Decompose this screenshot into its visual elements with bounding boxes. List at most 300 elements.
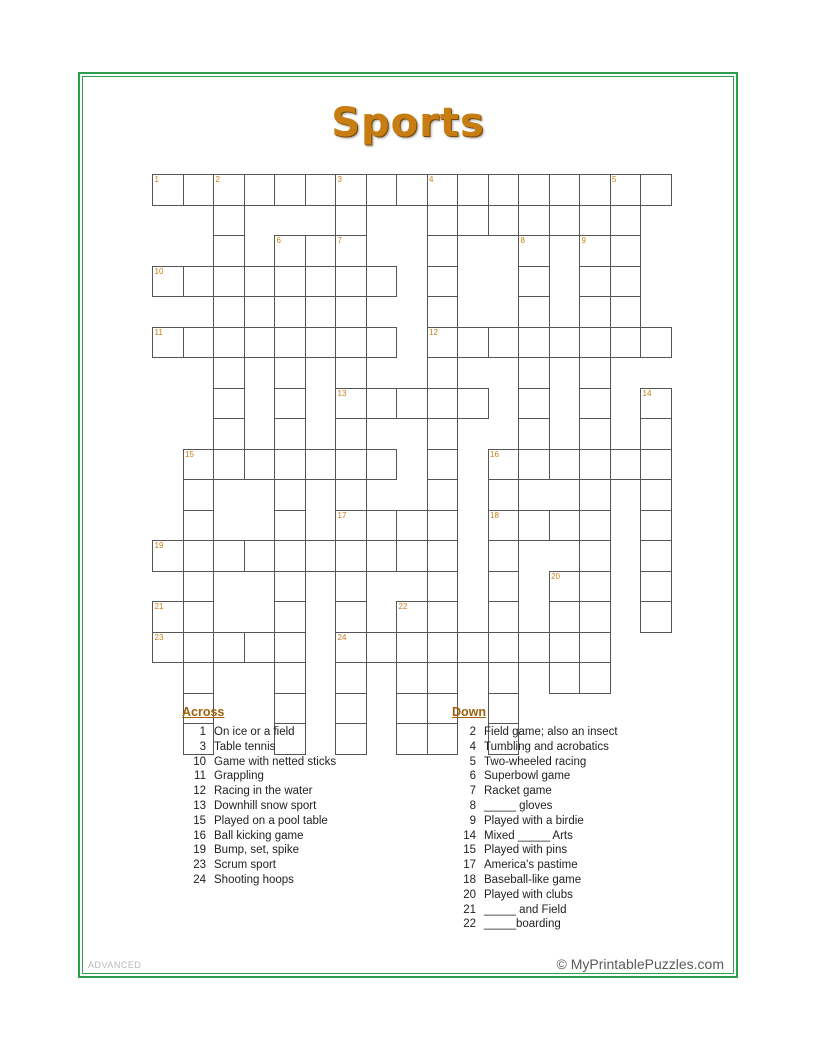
grid-cell[interactable] [458, 327, 489, 358]
grid-cell[interactable] [427, 297, 458, 328]
grid-cell[interactable] [366, 632, 397, 663]
grid-cell[interactable] [214, 419, 245, 450]
grid-cell[interactable] [549, 327, 580, 358]
grid-cell-empty [458, 541, 489, 572]
grid-cell[interactable] [275, 632, 306, 663]
grid-cell-empty [458, 602, 489, 633]
grid-cell[interactable] [305, 541, 336, 572]
grid-cell[interactable] [580, 266, 611, 297]
grid-cell-empty [458, 358, 489, 389]
clue-number: 12 [193, 785, 206, 798]
grid-cell[interactable] [275, 327, 306, 358]
grid-cell-empty [641, 205, 672, 236]
grid-cell[interactable] [549, 510, 580, 541]
grid-cell-number: 3 [337, 175, 342, 184]
grid-cell[interactable] [488, 327, 519, 358]
grid-cell[interactable] [336, 266, 367, 297]
grid-cell[interactable] [427, 602, 458, 633]
grid-cell-empty [610, 571, 641, 602]
grid-cell[interactable] [549, 571, 580, 602]
clue-number: 7 [469, 785, 476, 798]
grid-cell[interactable] [519, 175, 550, 206]
grid-cell[interactable] [275, 297, 306, 328]
grid-cell[interactable] [519, 236, 550, 267]
grid-cell-empty [641, 358, 672, 389]
clue-number: 3 [199, 740, 206, 753]
grid-cell-empty [488, 236, 519, 267]
grid-cell-empty [366, 663, 397, 694]
grid-cell[interactable] [427, 419, 458, 450]
grid-cell[interactable] [580, 205, 611, 236]
clue-text: Bump, set, spike [214, 844, 300, 857]
grid-cell[interactable] [305, 449, 336, 480]
grid-cell-empty [183, 419, 214, 450]
clue-item [452, 769, 712, 784]
grid-cell[interactable] [275, 358, 306, 389]
grid-cell[interactable] [580, 571, 611, 602]
grid-cell-empty [549, 419, 580, 450]
grid-cell[interactable] [610, 175, 641, 206]
grid-cell[interactable] [610, 236, 641, 267]
grid-cell[interactable] [244, 541, 275, 572]
grid-cell-empty [397, 449, 428, 480]
grid-cell-number: 7 [337, 236, 342, 245]
grid-cell[interactable] [214, 541, 245, 572]
grid-row [153, 358, 672, 389]
grid-cell[interactable] [549, 449, 580, 480]
grid-cell[interactable] [214, 266, 245, 297]
clue-item [182, 755, 432, 770]
grid-cell-empty [519, 602, 550, 633]
grid-cell[interactable] [488, 205, 519, 236]
grid-cell[interactable] [336, 602, 367, 633]
grid-cell[interactable] [275, 571, 306, 602]
clue-number: 24 [193, 873, 206, 886]
grid-cell[interactable] [183, 571, 214, 602]
grid-cell-empty [549, 266, 580, 297]
grid-cell[interactable] [641, 388, 672, 419]
grid-cell[interactable] [641, 480, 672, 511]
clue-text: Game with netted sticks [214, 755, 337, 768]
grid-cell[interactable] [275, 266, 306, 297]
grid-cell[interactable] [183, 266, 214, 297]
grid-cell-empty [519, 571, 550, 602]
grid-cell[interactable] [275, 236, 306, 267]
grid-cell[interactable] [336, 175, 367, 206]
grid-cell[interactable] [275, 449, 306, 480]
grid-cell[interactable] [183, 449, 214, 480]
grid-cell[interactable] [244, 327, 275, 358]
clue-item [182, 784, 432, 799]
grid-cell[interactable] [488, 571, 519, 602]
grid-cell-empty [549, 541, 580, 572]
grid-cell[interactable] [244, 266, 275, 297]
grid-cell[interactable] [610, 205, 641, 236]
clue-item [182, 829, 432, 844]
grid-cell[interactable] [153, 602, 184, 633]
clue-item [182, 725, 432, 740]
grid-cell-empty [366, 358, 397, 389]
grid-cell[interactable] [519, 632, 550, 663]
difficulty-label: ADVANCED [88, 960, 142, 970]
grid-cell[interactable] [366, 327, 397, 358]
grid-cell-empty [397, 419, 428, 450]
grid-cell-number: 6 [276, 236, 281, 245]
grid-cell-empty [366, 297, 397, 328]
grid-cell-number: 5 [612, 175, 617, 184]
grid-cell[interactable] [336, 480, 367, 511]
grid-cell[interactable] [458, 632, 489, 663]
grid-cell-empty [366, 480, 397, 511]
clue-text: _____ gloves [484, 799, 553, 812]
grid-cell[interactable] [519, 358, 550, 389]
grid-cell-number: 17 [337, 510, 347, 520]
clue-item [182, 799, 432, 814]
grid-cell[interactable] [641, 175, 672, 206]
grid-cell[interactable] [549, 663, 580, 694]
clue-text: Two-wheeled racing [484, 755, 587, 768]
grid-cell[interactable] [183, 510, 214, 541]
grid-cell[interactable] [427, 236, 458, 267]
grid-cell[interactable] [427, 663, 458, 694]
grid-cell[interactable] [336, 632, 367, 663]
clue-item [452, 799, 712, 814]
grid-cell[interactable] [183, 175, 214, 206]
grid-cell-empty [183, 358, 214, 389]
grid-cell-empty [458, 419, 489, 450]
grid-cell-empty [488, 419, 519, 450]
grid-cell[interactable] [336, 541, 367, 572]
grid-cell[interactable] [153, 266, 184, 297]
grid-cell[interactable] [366, 175, 397, 206]
grid-cell[interactable] [305, 327, 336, 358]
grid-cell[interactable] [244, 632, 275, 663]
grid-cell[interactable] [305, 266, 336, 297]
grid-cell[interactable] [397, 510, 428, 541]
grid-cell[interactable] [580, 358, 611, 389]
grid-cell[interactable] [580, 297, 611, 328]
clue-number: 16 [193, 829, 206, 842]
grid-row [153, 541, 672, 572]
grid-cell-empty [153, 236, 184, 267]
grid-cell[interactable] [641, 571, 672, 602]
grid-cell-empty [305, 602, 336, 633]
grid-cell[interactable] [366, 541, 397, 572]
grid-cell[interactable] [519, 266, 550, 297]
grid-cell[interactable] [427, 175, 458, 206]
crossword-grid[interactable] [152, 174, 672, 755]
grid-cell[interactable] [519, 449, 550, 480]
grid-cell[interactable] [336, 236, 367, 267]
clue-text: Mixed _____ Arts [484, 829, 573, 842]
grid-cell-number: 11 [154, 327, 163, 337]
grid-row [153, 449, 672, 480]
grid-cell[interactable] [183, 663, 214, 694]
grid-cell[interactable] [397, 632, 428, 663]
clue-number: 5 [469, 755, 476, 768]
grid-cell-empty [305, 571, 336, 602]
grid-cell[interactable] [275, 663, 306, 694]
grid-cell[interactable] [519, 205, 550, 236]
grid-cell[interactable] [397, 663, 428, 694]
grid-cell-number: 21 [154, 602, 164, 611]
grid-cell[interactable] [366, 266, 397, 297]
grid-cell-empty [244, 358, 275, 389]
grid-cell[interactable] [366, 449, 397, 480]
clue-number: 10 [193, 755, 206, 768]
clue-item [452, 888, 712, 903]
grid-cell[interactable] [336, 449, 367, 480]
grid-cell[interactable] [336, 205, 367, 236]
grid-cell[interactable] [610, 327, 641, 358]
grid-cell-empty [458, 449, 489, 480]
grid-cell[interactable] [488, 632, 519, 663]
grid-cell[interactable] [214, 327, 245, 358]
grid-cell-number: 22 [398, 602, 408, 611]
grid-cell[interactable] [275, 419, 306, 450]
grid-cell-empty [305, 358, 336, 389]
grid-cell-empty [244, 602, 275, 633]
grid-cell[interactable] [183, 602, 214, 633]
clue-item [452, 784, 712, 799]
grid-cell[interactable] [580, 602, 611, 633]
grid-cell[interactable] [427, 541, 458, 572]
grid-cell[interactable] [336, 297, 367, 328]
grid-cell[interactable] [519, 419, 550, 450]
clue-number: 22 [463, 918, 476, 931]
grid-cell[interactable] [305, 236, 336, 267]
grid-cell[interactable] [336, 327, 367, 358]
grid-cell-empty [153, 480, 184, 511]
grid-cell[interactable] [397, 602, 428, 633]
grid-cell[interactable] [580, 327, 611, 358]
grid-cell[interactable] [488, 663, 519, 694]
grid-cell[interactable] [244, 175, 275, 206]
grid-cell-empty [458, 480, 489, 511]
grid-cell[interactable] [366, 510, 397, 541]
grid-cell[interactable] [641, 602, 672, 633]
grid-cell-empty [397, 205, 428, 236]
grid-cell[interactable] [549, 632, 580, 663]
grid-cell[interactable] [488, 480, 519, 511]
grid-cell-empty [610, 480, 641, 511]
grid-cell[interactable] [183, 327, 214, 358]
grid-cell-empty [305, 297, 336, 328]
grid-row [153, 419, 672, 450]
grid-cell[interactable] [275, 602, 306, 633]
grid-cell[interactable] [641, 541, 672, 572]
grid-cell[interactable] [580, 388, 611, 419]
clue-item [182, 843, 432, 858]
grid-cell[interactable] [427, 358, 458, 389]
grid-cell[interactable] [488, 602, 519, 633]
grid-cell[interactable] [244, 449, 275, 480]
grid-cell-empty [153, 205, 184, 236]
clue-number: 15 [193, 814, 206, 827]
grid-cell[interactable] [610, 297, 641, 328]
clue-text: Field game; also an insect [484, 726, 618, 738]
grid-cell[interactable] [580, 632, 611, 663]
grid-row [153, 571, 672, 602]
grid-cell[interactable] [183, 632, 214, 663]
grid-cell-empty [305, 632, 336, 663]
down-heading: Down [452, 705, 487, 719]
grid-cell[interactable] [214, 388, 245, 419]
grid-cell[interactable] [458, 175, 489, 206]
grid-cell[interactable] [336, 571, 367, 602]
grid-cell[interactable] [580, 236, 611, 267]
grid-cell-empty [153, 358, 184, 389]
grid-cell[interactable] [183, 541, 214, 572]
grid-cell-number: 20 [551, 571, 560, 581]
grid-cell[interactable] [336, 388, 367, 419]
grid-cell[interactable] [519, 327, 550, 358]
grid-cell-empty [183, 236, 214, 267]
grid-cell[interactable] [580, 663, 611, 694]
clue-text: Played with a birdie [484, 814, 584, 827]
grid-cell[interactable] [336, 358, 367, 389]
grid-cell[interactable] [488, 541, 519, 572]
grid-cell[interactable] [305, 175, 336, 206]
grid-cell[interactable] [214, 175, 245, 206]
grid-cell-empty [366, 236, 397, 267]
grid-cell[interactable] [427, 388, 458, 419]
grid-cell[interactable] [336, 663, 367, 694]
grid-cell[interactable] [427, 205, 458, 236]
grid-cell[interactable] [427, 632, 458, 663]
grid-cell-empty [549, 480, 580, 511]
grid-cell-empty [366, 571, 397, 602]
grid-cell[interactable] [641, 510, 672, 541]
grid-cell[interactable] [519, 297, 550, 328]
clue-text: Downhill snow sport [214, 799, 317, 812]
grid-cell-empty [549, 297, 580, 328]
grid-cell[interactable] [580, 175, 611, 206]
grid-cell-number: 12 [429, 327, 438, 337]
grid-cell-empty [305, 480, 336, 511]
grid-cell[interactable] [275, 510, 306, 541]
grid-cell[interactable] [427, 510, 458, 541]
grid-cell-empty [488, 297, 519, 328]
grid-cell[interactable] [580, 541, 611, 572]
grid-cell-empty [641, 297, 672, 328]
clue-item [452, 740, 712, 755]
grid-cell[interactable] [427, 571, 458, 602]
grid-cell[interactable] [641, 327, 672, 358]
grid-cell-empty [549, 388, 580, 419]
grid-cell[interactable] [641, 419, 672, 450]
grid-cell[interactable] [641, 449, 672, 480]
grid-cell[interactable] [580, 449, 611, 480]
grid-row [153, 388, 672, 419]
grid-cell[interactable] [427, 449, 458, 480]
grid-cell[interactable] [214, 297, 245, 328]
grid-cell-empty [244, 663, 275, 694]
grid-cell[interactable] [214, 236, 245, 267]
grid-cell[interactable] [610, 266, 641, 297]
grid-cell[interactable] [336, 419, 367, 450]
clue-text: _____boarding [484, 918, 561, 931]
grid-cell[interactable] [275, 388, 306, 419]
grid-cell[interactable] [580, 480, 611, 511]
grid-cell[interactable] [397, 541, 428, 572]
grid-cell[interactable] [549, 175, 580, 206]
grid-cell[interactable] [183, 480, 214, 511]
page-title: Sports [331, 100, 485, 146]
clue-number: 15 [463, 844, 476, 857]
grid-cell-empty [366, 419, 397, 450]
clue-item [452, 858, 712, 873]
grid-cell[interactable] [458, 388, 489, 419]
grid-cell[interactable] [427, 266, 458, 297]
grid-cell-number: 4 [429, 175, 434, 184]
grid-cell[interactable] [153, 632, 184, 663]
grid-cell-empty [641, 632, 672, 663]
grid-cell-empty [397, 480, 428, 511]
grid-cell[interactable] [610, 449, 641, 480]
grid-cell-empty [458, 266, 489, 297]
grid-cell[interactable] [153, 175, 184, 206]
grid-cell[interactable] [397, 388, 428, 419]
grid-cell-number: 8 [520, 236, 525, 245]
grid-cell-empty [519, 541, 550, 572]
grid-cell-empty [519, 480, 550, 511]
grid-cell[interactable] [580, 419, 611, 450]
clue-item [452, 829, 712, 844]
clue-text: Superbowl game [484, 770, 571, 783]
grid-cell-empty [549, 236, 580, 267]
clue-item [452, 917, 712, 932]
grid-cell[interactable] [366, 388, 397, 419]
grid-cell-empty [397, 358, 428, 389]
grid-cell[interactable] [336, 510, 367, 541]
grid-cell[interactable] [214, 358, 245, 389]
clue-text: America's pastime [484, 859, 578, 872]
grid-row [153, 327, 672, 358]
grid-cell[interactable] [580, 510, 611, 541]
clue-number: 2 [469, 726, 476, 738]
grid-cell[interactable] [488, 510, 519, 541]
grid-cell[interactable] [549, 602, 580, 633]
grid-cell[interactable] [519, 388, 550, 419]
grid-cell[interactable] [488, 449, 519, 480]
grid-cell[interactable] [214, 205, 245, 236]
grid-cell[interactable] [458, 205, 489, 236]
grid-cell[interactable] [488, 175, 519, 206]
grid-cell[interactable] [549, 205, 580, 236]
grid-cell-empty [458, 236, 489, 267]
grid-cell-empty [244, 480, 275, 511]
grid-cell[interactable] [214, 449, 245, 480]
grid-cell[interactable] [427, 327, 458, 358]
grid-cell[interactable] [153, 541, 184, 572]
down-clues [452, 705, 712, 932]
grid-cell[interactable] [397, 175, 428, 206]
grid-cell-empty [153, 419, 184, 450]
grid-cell[interactable] [427, 480, 458, 511]
grid-cell-empty [305, 663, 336, 694]
grid-cell[interactable] [153, 327, 184, 358]
grid-cell[interactable] [519, 510, 550, 541]
grid-cell[interactable] [275, 175, 306, 206]
grid-cell-empty [397, 327, 428, 358]
grid-cell[interactable] [275, 541, 306, 572]
grid-row [153, 205, 672, 236]
grid-cell-empty [610, 541, 641, 572]
grid-cell[interactable] [214, 632, 245, 663]
grid-cell[interactable] [275, 480, 306, 511]
clue-item [182, 814, 432, 829]
